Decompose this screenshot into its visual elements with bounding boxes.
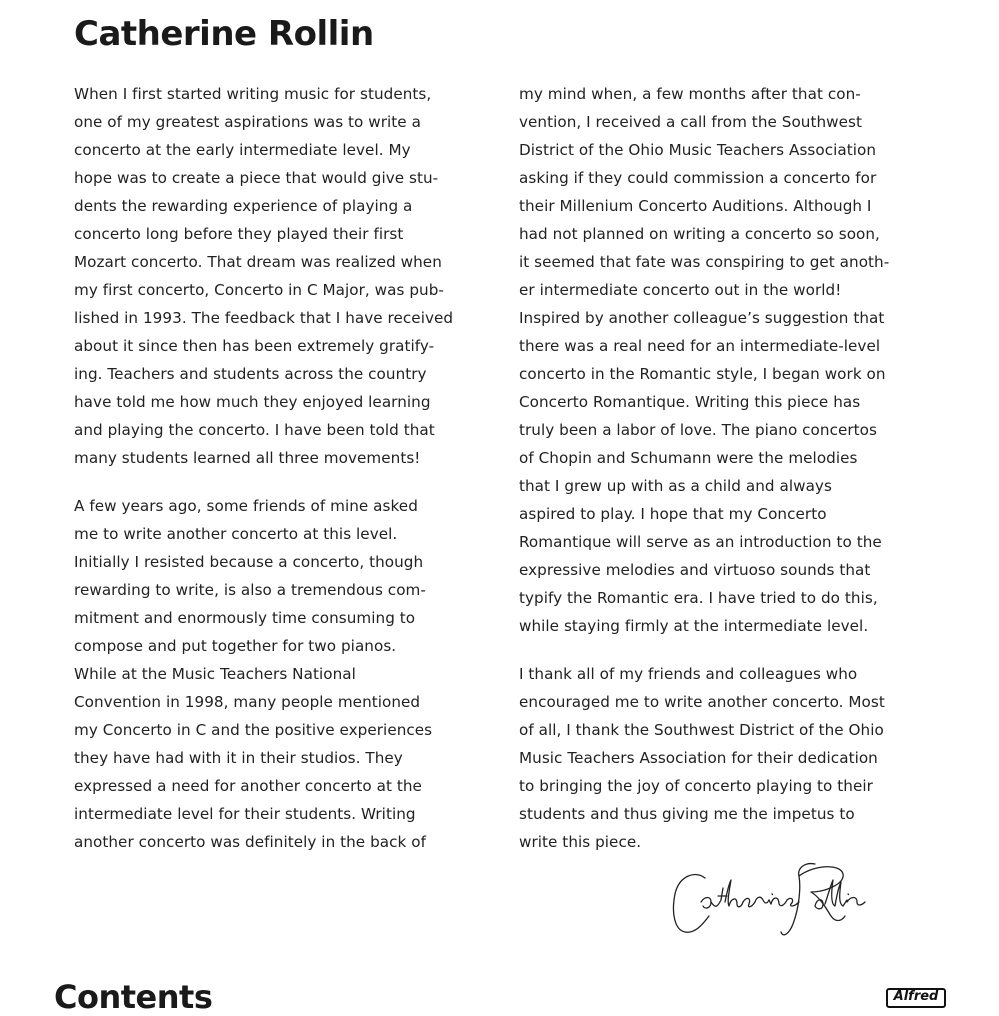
text-line: my first concerto, Concerto in C Major, was pub- [74, 281, 444, 299]
text-line: me to write another concerto at this level. [74, 525, 398, 543]
text-line: er intermediate concerto out in the world! [519, 281, 842, 299]
text-line: to bringing the joy of concerto playing to their [519, 777, 873, 795]
text-line: that I grew up with as a child and always [519, 477, 832, 495]
paragraph [519, 660, 939, 856]
text-line: I thank all of my friends and colleagues who [519, 665, 858, 683]
text-line: dents the rewarding experience of playing a [74, 197, 413, 215]
text-line: District of the Ohio Music Teachers Association [519, 141, 877, 159]
text-line: my Concerto in C and the positive experiences [74, 721, 433, 739]
text-line: Romantique will serve as an introduction to the [519, 533, 882, 551]
text-line: expressed a need for another concerto at the [74, 777, 422, 795]
text-line: write this piece. [519, 833, 642, 851]
text-line: of all, I thank the Southwest District of the Ohio [519, 721, 884, 739]
text-line: A few years ago, some friends of mine asked [74, 497, 418, 515]
text-line: one of my greatest aspirations was to write a [74, 113, 421, 131]
paragraph [74, 80, 494, 472]
text-line: lished in 1993. The feedback that I have received [74, 309, 454, 327]
left-column [74, 80, 494, 856]
text-line: While at the Music Teachers National [74, 665, 356, 683]
contents-heading: Contents [54, 978, 213, 1016]
text-line: my mind when, a few months after that con- [519, 85, 861, 103]
text-line: of Chopin and Schumann were the melodies [519, 449, 858, 467]
text-line: Concerto Romantique. Writing this piece has [519, 393, 861, 411]
text-line: many students learned all three movements! [74, 449, 421, 467]
text-line: asking if they could commission a concerto for [519, 169, 877, 187]
text-line: while staying firmly at the intermediate level. [519, 617, 869, 635]
right-column [519, 80, 939, 856]
text-line: truly been a labor of love. The piano concertos [519, 421, 877, 439]
paragraph-gap [519, 640, 939, 660]
text-line: expressive melodies and virtuoso sounds that [519, 561, 871, 579]
text-line: Initially I resisted because a concerto, though [74, 553, 424, 571]
text-line: When I first started writing music for students, [74, 85, 432, 103]
text-line: typify the Romantic era. I have tried to do this, [519, 589, 878, 607]
text-line: ing. Teachers and students across the country [74, 365, 427, 383]
text-line: intermediate level for their students. Writing [74, 805, 416, 823]
text-line: their Millenium Concerto Auditions. Although I [519, 197, 872, 215]
text-line: compose and put together for two pianos. [74, 637, 397, 655]
text-line: concerto long before they played their first [74, 225, 404, 243]
text-line: vention, I received a call from the Southwest [519, 113, 862, 131]
text-line: concerto at the early intermediate level. My [74, 141, 411, 159]
text-line: had not planned on writing a concerto so soon, [519, 225, 880, 243]
text-line: another concerto was definitely in the back of [74, 833, 426, 851]
paragraph-gap [74, 472, 494, 492]
text-line: Music Teachers Association for their dedication [519, 749, 878, 767]
text-line: mitment and enormously time consuming to [74, 609, 416, 627]
paragraph [519, 80, 939, 640]
text-line: Convention in 1998, many people mentioned [74, 693, 421, 711]
signature-image [665, 858, 875, 944]
page-title: Catherine Rollin [74, 14, 374, 54]
text-line: Inspired by another colleague’s suggestion that [519, 309, 885, 327]
text-line: Mozart concerto. That dream was realized when [74, 253, 442, 271]
text-line: have told me how much they enjoyed learning [74, 393, 431, 411]
text-line: rewarding to write, is also a tremendous com- [74, 581, 426, 599]
text-line: encouraged me to write another concerto. Most [519, 693, 885, 711]
publisher-logo: Alfred [886, 988, 946, 1008]
text-line: and playing the concerto. I have been told that [74, 421, 435, 439]
text-line: aspired to play. I hope that my Concerto [519, 505, 827, 523]
paragraph [74, 492, 494, 856]
text-line: there was a real need for an intermediate-level [519, 337, 881, 355]
text-line: it seemed that fate was conspiring to get anoth- [519, 253, 890, 271]
text-line: about it since then has been extremely gratify- [74, 337, 435, 355]
text-line: concerto in the Romantic style, I began work on [519, 365, 886, 383]
text-line: students and thus giving me the impetus to [519, 805, 855, 823]
text-line: hope was to create a piece that would give stu- [74, 169, 439, 187]
text-line: they have had with it in their studios. They [74, 749, 403, 767]
